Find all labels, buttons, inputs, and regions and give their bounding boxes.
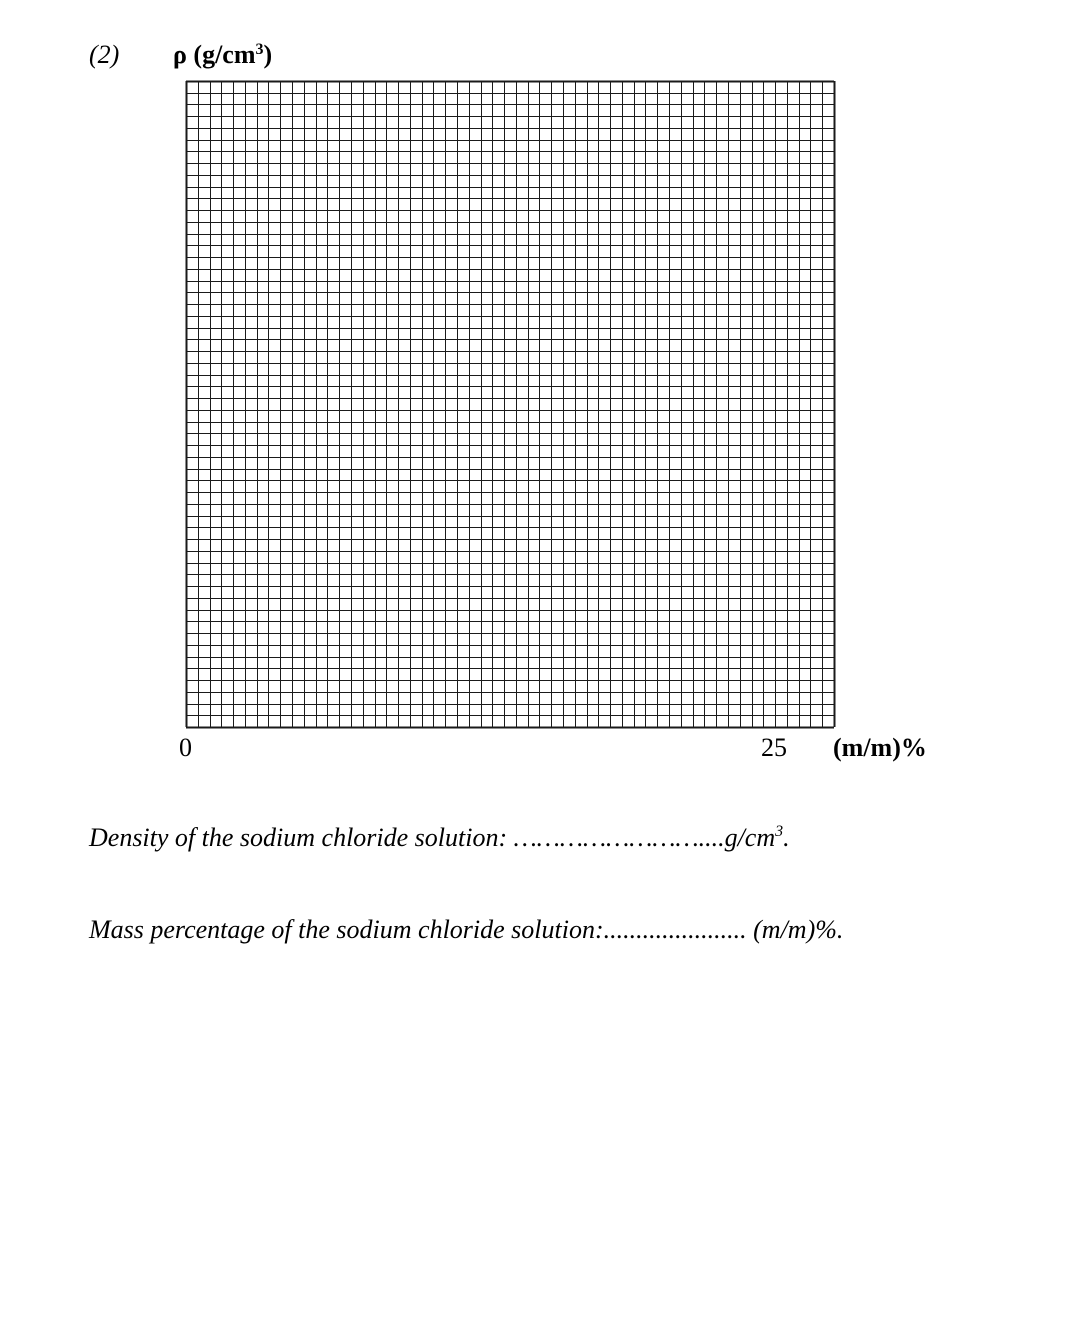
density-unit-exponent: 3 <box>775 823 784 840</box>
graph-grid[interactable] <box>186 81 834 727</box>
density-answer-blank[interactable]: …………………….... <box>513 823 725 852</box>
y-axis-label <box>173 40 272 70</box>
y-axis-unit-exponent: 3 <box>255 41 264 58</box>
density-unit: g/cm <box>724 823 776 852</box>
part-number: (2) <box>89 40 120 69</box>
density-prompt: Density of the sodium chloride solution: <box>89 823 514 852</box>
x-tick-label-0: 0 <box>179 733 192 762</box>
mass-percentage-unit: (m/m)%. <box>746 915 844 944</box>
mass-percentage-answer-blank[interactable]: ...................... <box>603 915 747 944</box>
density-answer-line <box>89 823 790 853</box>
mass-percentage-prompt: Mass percentage of the sodium chloride solution: <box>89 915 604 944</box>
y-axis-unit-close: ) <box>263 40 273 69</box>
y-axis-symbol: ρ <box>173 40 187 69</box>
y-axis-unit: (g/cm <box>193 40 256 69</box>
x-axis-label: (m/m)% <box>833 733 927 762</box>
x-tick-label-25: 25 <box>761 733 787 762</box>
mass-percentage-answer-line <box>89 915 843 945</box>
density-end: . <box>783 823 790 852</box>
